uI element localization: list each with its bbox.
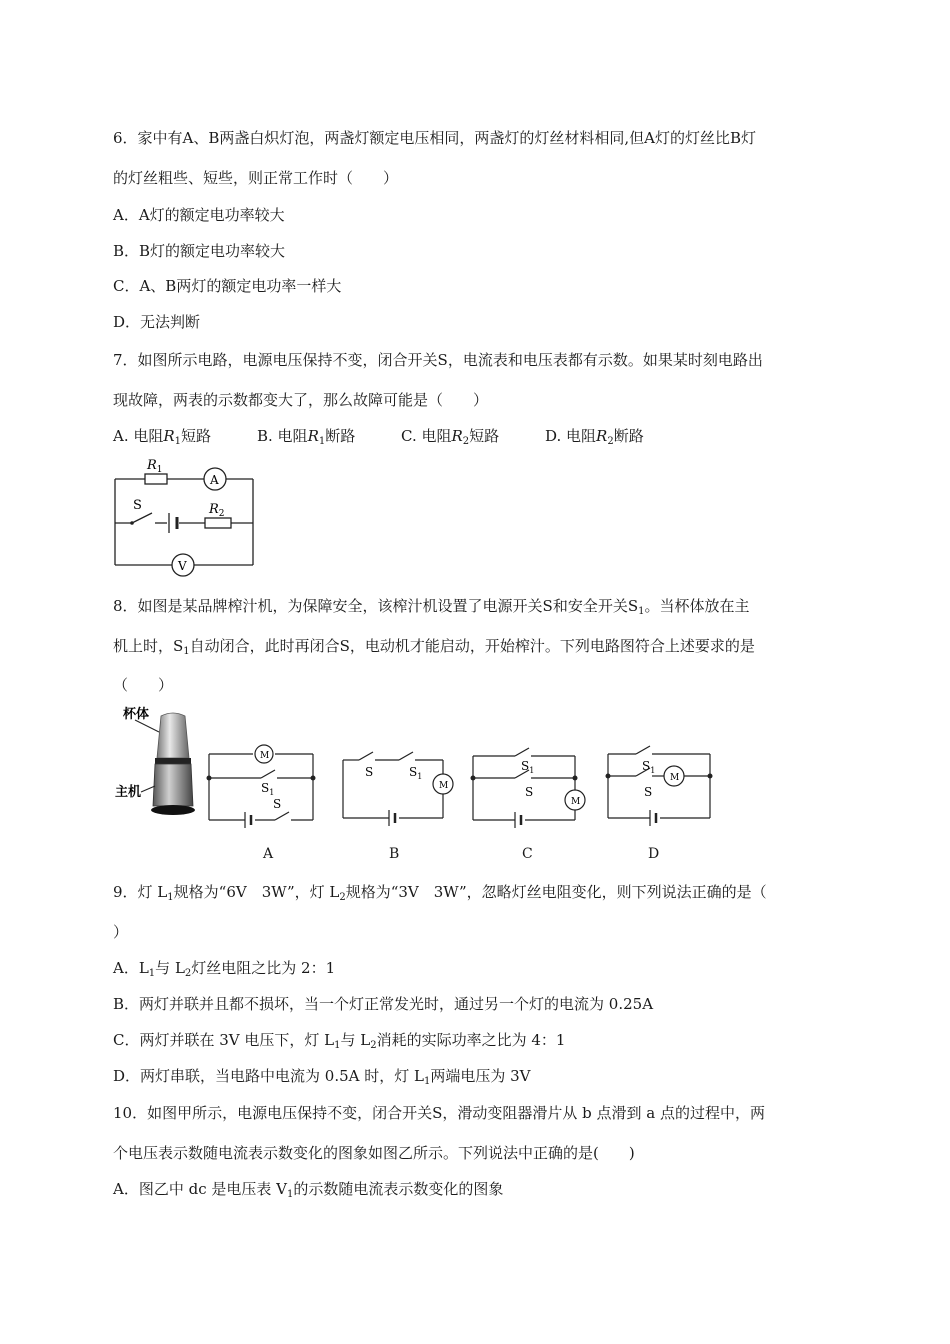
q8-stem-line1: 8．如图是某品牌榨汁机，为保障安全，该榨汁机设置了电源开关S和安全开关$S_1$。当杯体放在主 (113, 597, 750, 617)
svg-text:R1 (146, 458, 163, 475)
s-label-d: S (644, 785, 653, 799)
q8-stem-line2: 机上时，$S_1$自动闭合，此时再闭合S，电动机才能启动，开始榨汁。下列电路图符合上述要求的是 (113, 637, 755, 657)
resistor-r1 (145, 474, 167, 484)
caption-d: D (648, 846, 660, 862)
svg-text:S1 (642, 759, 655, 775)
ammeter-label: A (210, 473, 219, 487)
q9-stem-line2: ） (113, 923, 129, 941)
juicer-foot (151, 805, 195, 815)
caption-b: B (389, 846, 400, 862)
s1-label-b: S (409, 765, 418, 779)
s1-label-a: S (261, 781, 270, 795)
q10-stem-line2: 个电压表示数随电流表示数变化的图象如图乙所示。下列说法中正确的是( ) (113, 1144, 635, 1162)
svg-text:R2 (208, 502, 225, 519)
svg-text:S1 (521, 759, 534, 775)
motor-label-d: M (670, 773, 680, 783)
q8-circuit-a (203, 740, 323, 830)
cup-label: 杯体 (123, 707, 150, 722)
juicer-illustration (113, 706, 213, 826)
base-label: 主机 (115, 785, 142, 800)
s1-sub-b: 1 (417, 772, 423, 781)
juicer-ring (155, 758, 191, 764)
switch-pivot (130, 521, 134, 525)
r1-label: R (147, 458, 157, 473)
q9-option-d: D．两灯串联，当电路中电流为 0.5A 时，灯 $L_1$两端电压为 3V (113, 1067, 531, 1087)
q6-option-a: A．A灯的额定电功率较大 (113, 206, 285, 224)
caption-a: A (263, 846, 274, 862)
q9-option-c: C．两灯并联在 3V 电压下，灯 $L_1$与 $L_2$消耗的实际功率之比为 4：1 (113, 1031, 566, 1051)
q10-stem-line1: 10．如图甲所示，电源电压保持不变，闭合开关S，滑动变阻器滑片从 b 点滑到 a 点的过程中，两 (113, 1104, 765, 1122)
r2-label: R (209, 502, 219, 517)
s1-label-c: S (521, 759, 530, 773)
q7-option-b: B. 电阻$R_1$断路 (257, 427, 356, 447)
juicer-cup (157, 713, 189, 758)
juicer-base (153, 764, 193, 806)
q8-circuit-b (335, 740, 455, 830)
q9-stem-line1: 9．灯 $L_1$规格为“6V 3W”，灯 $L_2$规格为“3V 3W”，忽略灯丝电阻变化，则下列说法正确的是（ (113, 883, 767, 903)
q6-option-b: B．B灯的额定电功率较大 (113, 242, 286, 260)
q8-stem-line3: （ ） (113, 676, 174, 694)
q7-circuit-diagram (105, 455, 265, 580)
motor-label-a: M (260, 751, 270, 761)
s-label-c: S (525, 785, 534, 799)
s1-sub-a: 1 (269, 788, 275, 797)
q7-stem-line1: 7．如图所示电路，电源电压保持不变，闭合开关S，电流表和电压表都有示数。如果某时刻电路出 (113, 351, 763, 369)
q6-option-d: D．无法判断 (113, 313, 201, 331)
q8-circuit-c (465, 740, 595, 830)
s-label-a: S (273, 797, 282, 811)
s1-sub-c: 1 (529, 766, 535, 775)
q7-option-a: A. 电阻$R_1$短路 (113, 427, 212, 447)
s1-label-d: S (642, 759, 651, 773)
q7-option-c: C. 电阻$R_2$短路 (401, 427, 500, 447)
q6-stem-line2: 的灯丝粗些、短些，则正常工作时（ ） (113, 169, 399, 187)
r2-sub: 2 (218, 509, 225, 519)
q7-stem-line2: 现故障，两表的示数都变大了，那么故障可能是（ ） (113, 391, 489, 409)
q8-circuit-d (600, 740, 720, 830)
svg-text:S1 (261, 781, 274, 797)
q6-option-c: C．A、B两灯的额定电功率一样大 (113, 277, 342, 295)
switch-label: S (133, 498, 142, 513)
q7-option-d: D. 电阻$R_2$断路 (545, 427, 644, 447)
svg-text:S1 (409, 765, 422, 781)
motor-label-b: M (439, 781, 449, 791)
s-label-b: S (365, 765, 374, 779)
q9-option-a: A．$L_1$与 $L_2$灯丝电阻之比为 2：1 (113, 959, 336, 979)
q9-option-b: B．两灯并联并且都不损坏，当一个灯正常发光时，通过另一个灯的电流为 0.25A (113, 995, 654, 1013)
motor-label-c: M (571, 797, 581, 807)
q10-option-a: A．图乙中 dc 是电压表 $V_1$的示数随电流表示数变化的图象 (113, 1180, 504, 1200)
caption-c: C (522, 846, 533, 862)
q6-stem-line1: 6．家中有A、B两盏白炽灯泡，两盏灯额定电压相同，两盏灯的灯丝材料相同,但A灯的灯丝比B灯 (113, 129, 757, 147)
r1-sub: 1 (156, 465, 163, 475)
s1-sub-d: 1 (650, 766, 656, 775)
voltmeter-label: V (178, 559, 187, 573)
resistor-r2 (205, 518, 231, 528)
